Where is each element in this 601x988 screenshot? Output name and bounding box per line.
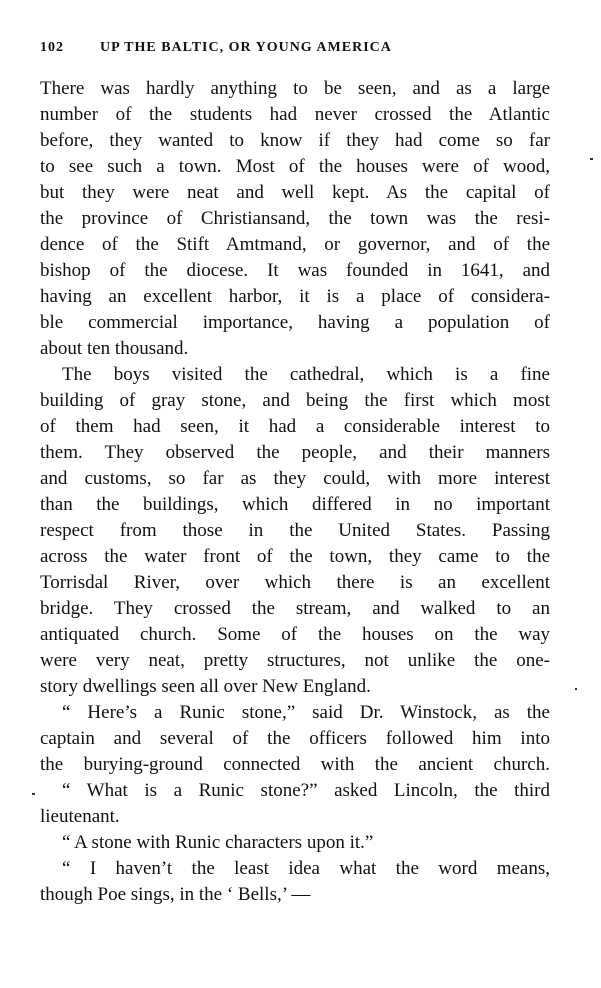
body-text — [40, 76, 550, 908]
text-line: number of the students had never crossed the Atlantic — [40, 104, 550, 125]
text-line: and customs, so far as they could, with more interest — [40, 468, 550, 489]
page-number: 102 — [40, 40, 64, 55]
text-line: captain and several of the officers followed him into — [40, 728, 550, 749]
page-header — [40, 40, 560, 56]
margin-speck — [575, 688, 577, 690]
text-line: “ What is a Runic stone?” asked Lincoln, the third — [62, 780, 550, 801]
text-line: lieutenant. — [40, 806, 120, 827]
text-line: “ Here’s a Runic stone,” said Dr. Winstock, as the — [62, 702, 550, 723]
text-line: bridge. They crossed the stream, and walked to an — [40, 598, 550, 619]
text-line: There was hardly anything to be seen, and as a large — [40, 78, 550, 99]
text-line: “ I haven’t the least idea what the word means, — [62, 858, 550, 879]
text-line: them. They observed the people, and their manners — [40, 442, 550, 463]
text-line: but they were neat and well kept. As the capital of — [40, 182, 550, 203]
margin-speck — [32, 793, 35, 795]
text-line: having an excellent harbor, it is a place of considera- — [40, 286, 550, 307]
text-line: story dwellings seen all over New England. — [40, 676, 371, 697]
text-line: The boys visited the cathedral, which is a fine — [62, 364, 550, 385]
text-line: than the buildings, which differed in no important — [40, 494, 550, 515]
text-line: about ten thousand. — [40, 338, 189, 359]
text-line: of them had seen, it had a considerable interest to — [40, 416, 550, 437]
text-line: to see such a town. Most of the houses were of wood, — [40, 156, 550, 177]
text-line: before, they wanted to know if they had come so far — [40, 130, 550, 151]
text-line: antiquated church. Some of the houses on the way — [40, 624, 550, 645]
text-line: the burying-ground connected with the ancient church. — [40, 754, 550, 775]
text-line: building of gray stone, and being the first which most — [40, 390, 550, 411]
text-line: the province of Christiansand, the town was the resi- — [40, 208, 550, 229]
text-line: bishop of the diocese. It was founded in 1641, and — [40, 260, 550, 281]
text-line: though Poe sings, in the ‘ Bells,’ — — [40, 884, 311, 905]
text-line: dence of the Stift Amtmand, or governor, and of the — [40, 234, 550, 255]
text-line: were very neat, pretty structures, not unlike the one- — [40, 650, 550, 671]
text-line: respect from those in the United States. Passing — [40, 520, 550, 541]
text-line: across the water front of the town, they came to the — [40, 546, 550, 567]
margin-speck — [590, 158, 593, 160]
text-line: “ A stone with Runic characters upon it.” — [62, 832, 374, 853]
running-head: UP THE BALTIC, OR YOUNG AMERICA — [100, 40, 392, 55]
text-line: ble commercial importance, having a population of — [40, 312, 550, 333]
text-line: Torrisdal River, over which there is an excellent — [40, 572, 550, 593]
